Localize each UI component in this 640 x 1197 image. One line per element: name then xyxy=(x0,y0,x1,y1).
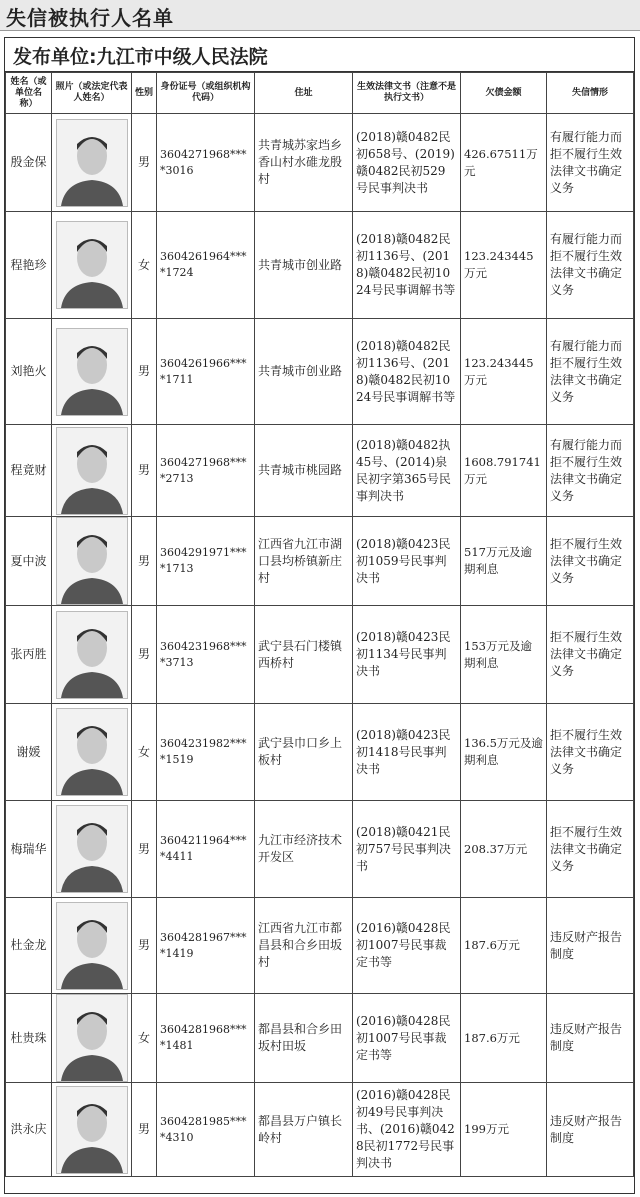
default-status: 违反财产报告制度 xyxy=(547,898,634,994)
default-status: 拒不履行生效法律文书确定义务 xyxy=(547,606,634,704)
legal-document: (2018)赣0482民初1136号、(2018)赣0482民初1024号民事调解书等 xyxy=(353,319,461,425)
publisher-bar xyxy=(5,38,634,72)
person-id-number: 3604271968****3016 xyxy=(157,114,255,212)
default-status: 有履行能力而拒不履行生效法律文书确定义务 xyxy=(547,319,634,425)
person-name: 杜贵珠 xyxy=(6,994,52,1083)
publisher-label: 发布单位:九江市中级人民法院 xyxy=(13,46,268,68)
person-name: 夏中波 xyxy=(6,517,52,606)
portrait-image xyxy=(56,805,128,893)
debt-amount: 136.5万元及逾期利息 xyxy=(461,704,547,801)
debt-amount: 208.37万元 xyxy=(461,801,547,898)
person-photo xyxy=(52,704,132,801)
person-photo xyxy=(52,517,132,606)
person-photo xyxy=(52,425,132,517)
portrait-image xyxy=(56,427,128,515)
person-name: 程竟财 xyxy=(6,425,52,517)
person-id-number: 3604281967****1419 xyxy=(157,898,255,994)
person-address: 共青城市创业路 xyxy=(255,319,353,425)
person-name: 刘艳火 xyxy=(6,319,52,425)
debt-amount: 199万元 xyxy=(461,1083,547,1177)
person-address: 都昌县万户镇长岭村 xyxy=(255,1083,353,1177)
table-row xyxy=(6,425,634,517)
default-status: 违反财产报告制度 xyxy=(547,1083,634,1177)
person-address: 武宁县巾口乡上板村 xyxy=(255,704,353,801)
table-row xyxy=(6,517,634,606)
person-name: 洪永庆 xyxy=(6,1083,52,1177)
page-title: 失信被执行人名单 xyxy=(6,6,174,30)
table-row xyxy=(6,212,634,319)
person-id-number: 3604271968****2713 xyxy=(157,425,255,517)
person-address: 江西省九江市都昌县和合乡田坂村 xyxy=(255,898,353,994)
person-address: 江西省九江市湖口县均桥镇新庄村 xyxy=(255,517,353,606)
person-name: 殷金保 xyxy=(6,114,52,212)
person-photo xyxy=(52,319,132,425)
person-address: 九江市经济技术开发区 xyxy=(255,801,353,898)
default-status: 违反财产报告制度 xyxy=(547,994,634,1083)
legal-document: (2016)赣0428民初49号民事判决书、(2016)赣0428民初1772号民事判决书 xyxy=(353,1083,461,1177)
person-address: 共青城苏家垱乡香山村水碓龙殷村 xyxy=(255,114,353,212)
default-status: 拒不履行生效法律文书确定义务 xyxy=(547,801,634,898)
person-id-number: 3604281985****4310 xyxy=(157,1083,255,1177)
blacklist-panel xyxy=(4,37,635,1194)
legal-document: (2016)赣0428民初1007号民事裁定书等 xyxy=(353,898,461,994)
default-status: 有履行能力而拒不履行生效法律文书确定义务 xyxy=(547,212,634,319)
debt-amount: 426.67511万元 xyxy=(461,114,547,212)
defaulter-table xyxy=(5,72,634,1177)
table-row xyxy=(6,704,634,801)
person-sex: 男 xyxy=(132,114,157,212)
portrait-image xyxy=(56,328,128,416)
portrait-image xyxy=(56,119,128,207)
debt-amount: 123.243445万元 xyxy=(461,212,547,319)
debt-amount: 187.6万元 xyxy=(461,994,547,1083)
default-status: 有履行能力而拒不履行生效法律文书确定义务 xyxy=(547,425,634,517)
legal-document: (2018)赣0423民初1134号民事判决书 xyxy=(353,606,461,704)
col-status-header: 失信情形 xyxy=(547,73,634,114)
legal-document: (2018)赣0423民初1059号民事判决书 xyxy=(353,517,461,606)
person-sex: 男 xyxy=(132,801,157,898)
portrait-image xyxy=(56,1086,128,1174)
person-photo xyxy=(52,212,132,319)
person-sex: 男 xyxy=(132,606,157,704)
person-address: 共青城市创业路 xyxy=(255,212,353,319)
legal-document: (2018)赣0482执45号、(2014)泉民初字第365号民事判决书 xyxy=(353,425,461,517)
legal-document: (2018)赣0423民初1418号民事判决书 xyxy=(353,704,461,801)
portrait-image xyxy=(56,221,128,309)
table-row xyxy=(6,898,634,994)
col-amount-header: 欠债金额 xyxy=(461,73,547,114)
legal-document: (2016)赣0428民初1007号民事裁定书等 xyxy=(353,994,461,1083)
portrait-image xyxy=(56,994,128,1082)
default-status: 有履行能力而拒不履行生效法律文书确定义务 xyxy=(547,114,634,212)
person-photo xyxy=(52,801,132,898)
default-status: 拒不履行生效法律文书确定义务 xyxy=(547,704,634,801)
col-doc-header: 生效法律文书（注意不是执行文书） xyxy=(353,73,461,114)
person-address: 共青城市桃园路 xyxy=(255,425,353,517)
col-address-header: 住址 xyxy=(255,73,353,114)
person-sex: 女 xyxy=(132,212,157,319)
table-row xyxy=(6,1083,634,1177)
legal-document: (2018)赣0482民初1136号、(2018)赣0482民初1024号民事调解书等 xyxy=(353,212,461,319)
debt-amount: 187.6万元 xyxy=(461,898,547,994)
person-sex: 男 xyxy=(132,319,157,425)
person-sex: 女 xyxy=(132,704,157,801)
person-sex: 男 xyxy=(132,898,157,994)
legal-document: (2018)赣0421民初757号民事判决书 xyxy=(353,801,461,898)
person-sex: 女 xyxy=(132,994,157,1083)
portrait-image xyxy=(56,517,128,605)
table-row xyxy=(6,994,634,1083)
portrait-image xyxy=(56,708,128,796)
person-id-number: 3604281968****1481 xyxy=(157,994,255,1083)
person-name: 程艳珍 xyxy=(6,212,52,319)
person-name: 梅瑞华 xyxy=(6,801,52,898)
col-photo-header: 照片（或法定代表人姓名） xyxy=(52,73,132,114)
person-id-number: 3604231968****3713 xyxy=(157,606,255,704)
person-address: 都昌县和合乡田坂村田坂 xyxy=(255,994,353,1083)
table-row xyxy=(6,319,634,425)
person-sex: 男 xyxy=(132,517,157,606)
person-id-number: 3604211964****4411 xyxy=(157,801,255,898)
portrait-image xyxy=(56,902,128,990)
col-name-header: 姓名（或单位名称） xyxy=(6,73,52,114)
person-photo xyxy=(52,606,132,704)
debt-amount: 517万元及逾期利息 xyxy=(461,517,547,606)
debt-amount: 153万元及逾期利息 xyxy=(461,606,547,704)
portrait-image xyxy=(56,611,128,699)
default-status: 拒不履行生效法律文书确定义务 xyxy=(547,517,634,606)
page-header xyxy=(0,0,640,31)
person-photo xyxy=(52,1083,132,1177)
person-sex: 男 xyxy=(132,1083,157,1177)
person-name: 谢媛 xyxy=(6,704,52,801)
person-id-number: 3604261966****1711 xyxy=(157,319,255,425)
table-row xyxy=(6,606,634,704)
debt-amount: 1608.791741万元 xyxy=(461,425,547,517)
table-row xyxy=(6,114,634,212)
person-sex: 男 xyxy=(132,425,157,517)
legal-document: (2018)赣0482民初658号、(2019)赣0482民初529号民事判决书 xyxy=(353,114,461,212)
person-photo xyxy=(52,114,132,212)
person-name: 张丙胜 xyxy=(6,606,52,704)
debt-amount: 123.243445万元 xyxy=(461,319,547,425)
table-row xyxy=(6,801,634,898)
col-id-header: 身份证号（或组织机构代码） xyxy=(157,73,255,114)
person-address: 武宁县石门楼镇西桥村 xyxy=(255,606,353,704)
person-photo xyxy=(52,994,132,1083)
person-name: 杜金龙 xyxy=(6,898,52,994)
table-header-row xyxy=(6,73,634,114)
person-id-number: 3604261964****1724 xyxy=(157,212,255,319)
col-sex-header: 性别 xyxy=(132,73,157,114)
person-id-number: 3604231982****1519 xyxy=(157,704,255,801)
person-photo xyxy=(52,898,132,994)
person-id-number: 3604291971****1713 xyxy=(157,517,255,606)
